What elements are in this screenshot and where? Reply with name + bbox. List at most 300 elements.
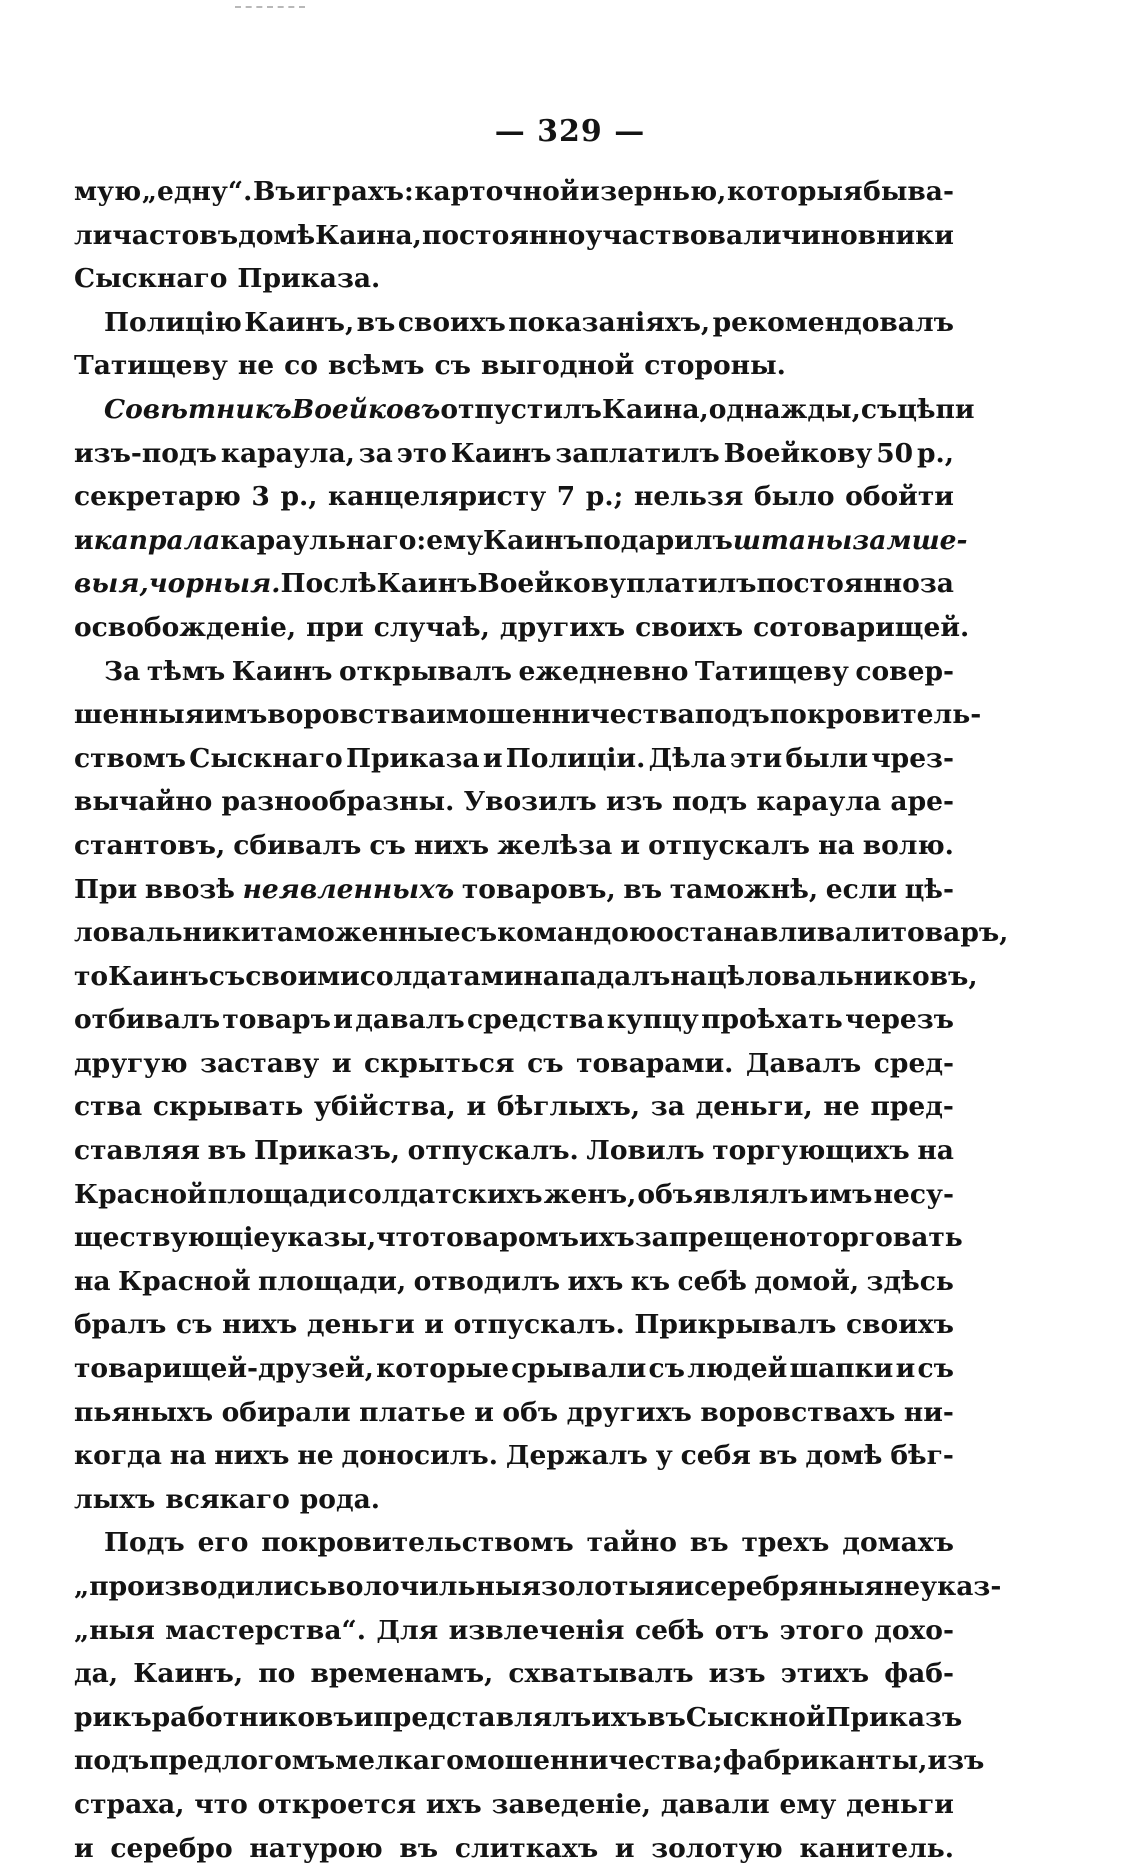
word: замше- bbox=[852, 524, 968, 556]
word: подарилъ bbox=[583, 524, 733, 556]
word: объявлялъ bbox=[637, 1178, 809, 1210]
word: товаровъ, bbox=[461, 873, 616, 905]
word: этого bbox=[779, 1614, 864, 1646]
word: и bbox=[353, 1701, 374, 1733]
word: лыхъ bbox=[74, 1483, 156, 1515]
text-line bbox=[74, 1827, 954, 1870]
word: людей bbox=[687, 1353, 788, 1385]
word: Сыскной bbox=[685, 1701, 826, 1733]
word: и bbox=[333, 1004, 353, 1036]
word: штаны bbox=[732, 524, 853, 556]
word: и bbox=[426, 699, 446, 731]
word: отпустилъ bbox=[440, 393, 602, 425]
word: домѣ bbox=[805, 1440, 883, 1472]
word: товарищей-друзей, bbox=[74, 1353, 374, 1385]
word: натурою bbox=[249, 1832, 383, 1864]
word: деньги bbox=[306, 1309, 415, 1341]
word: имъ bbox=[204, 699, 268, 731]
word: въ bbox=[623, 873, 663, 905]
word: деньги, bbox=[695, 1091, 813, 1123]
word: ли bbox=[74, 219, 113, 251]
word: всякаго bbox=[165, 1483, 290, 1515]
word: другихъ bbox=[566, 1396, 692, 1428]
word: волю. bbox=[862, 829, 954, 861]
word: и bbox=[482, 742, 503, 774]
text-line bbox=[74, 1303, 954, 1347]
word: солдатскихъ bbox=[347, 1178, 543, 1210]
word: стороны. bbox=[644, 350, 786, 382]
word: караульнаго: bbox=[220, 524, 427, 556]
word: нихъ bbox=[222, 1309, 298, 1341]
word: выя, bbox=[74, 568, 149, 600]
word: командою bbox=[497, 917, 656, 949]
word: у bbox=[655, 1440, 673, 1472]
word: Полицію bbox=[104, 306, 242, 338]
word: мошенничества bbox=[445, 699, 695, 731]
word: схватывалъ bbox=[508, 1658, 694, 1690]
text-line bbox=[74, 1609, 954, 1653]
word: При bbox=[74, 873, 138, 905]
word: нападалъ bbox=[523, 960, 671, 992]
text-line bbox=[74, 737, 954, 781]
word: совер- bbox=[855, 655, 954, 687]
word: ставляя bbox=[74, 1135, 200, 1167]
text-line bbox=[74, 606, 970, 650]
word: къ bbox=[630, 1265, 671, 1297]
word: Татищеву bbox=[694, 655, 849, 687]
text-line bbox=[74, 1042, 954, 1086]
word: отводилъ bbox=[413, 1265, 561, 1297]
word: Прикрывалъ bbox=[634, 1309, 837, 1341]
word: ихъ bbox=[567, 1265, 624, 1297]
word: обирали bbox=[221, 1396, 351, 1428]
word: сбивалъ bbox=[233, 829, 362, 861]
text-line bbox=[74, 1783, 954, 1827]
word: Ловилъ bbox=[586, 1135, 705, 1167]
word: которые bbox=[376, 1353, 509, 1385]
word: слиткахъ bbox=[454, 1832, 599, 1864]
word: по bbox=[258, 1658, 296, 1690]
word: отъ bbox=[714, 1614, 770, 1646]
word: Воейковъ bbox=[291, 393, 441, 425]
word: Сыскнаго bbox=[189, 742, 343, 774]
word: тѣмъ bbox=[146, 655, 226, 687]
word: страха, bbox=[74, 1788, 185, 1820]
text-line bbox=[74, 1216, 963, 1260]
word: разнообразны. bbox=[221, 786, 455, 818]
word: скрыться bbox=[364, 1047, 515, 1079]
text-line bbox=[74, 1173, 954, 1217]
word: заплатилъ bbox=[555, 437, 720, 469]
word: бралъ bbox=[74, 1309, 167, 1341]
word: ловальники bbox=[74, 917, 261, 949]
word: мастерства“. bbox=[165, 1614, 366, 1646]
word: 7 bbox=[556, 481, 576, 513]
word: убійства, bbox=[314, 1091, 456, 1123]
word: площади bbox=[207, 1178, 347, 1210]
word: „производились bbox=[74, 1571, 328, 1602]
word: пред- bbox=[870, 1091, 954, 1123]
word: если bbox=[825, 873, 898, 905]
word: не bbox=[237, 350, 275, 382]
word: сотоварищей. bbox=[753, 611, 970, 643]
text-line bbox=[74, 650, 954, 694]
word: нихъ bbox=[413, 829, 490, 861]
word: ихъ bbox=[591, 1701, 648, 1733]
text-line bbox=[74, 1696, 963, 1740]
word: быва- bbox=[863, 176, 954, 207]
text-line bbox=[74, 214, 954, 258]
word: на bbox=[670, 960, 707, 992]
word: цѣпи bbox=[897, 393, 975, 425]
word: выгодной bbox=[480, 350, 635, 382]
word: и bbox=[580, 176, 600, 207]
word: Для bbox=[376, 1614, 439, 1646]
word: Держалъ bbox=[505, 1440, 648, 1472]
word: таможенные bbox=[260, 917, 461, 949]
word: золотыя bbox=[541, 1571, 675, 1602]
body-text bbox=[74, 170, 1009, 1870]
word: Каина, bbox=[315, 219, 422, 251]
word: постоянно bbox=[421, 219, 586, 251]
word: неуказ- bbox=[883, 1571, 1002, 1602]
word: Дѣла bbox=[648, 742, 727, 774]
word: чиновники bbox=[781, 219, 954, 251]
word: платилъ bbox=[626, 568, 757, 600]
text-line bbox=[74, 1391, 954, 1435]
word: дохо- bbox=[874, 1614, 954, 1646]
word: что bbox=[376, 1222, 430, 1254]
word: эти bbox=[729, 742, 783, 774]
word: изъ bbox=[708, 1658, 766, 1690]
word: караула bbox=[756, 786, 882, 818]
text-line bbox=[74, 1260, 954, 1304]
word: давалъ bbox=[355, 1004, 465, 1036]
word: заставу bbox=[200, 1047, 320, 1079]
word: сред- bbox=[873, 1047, 954, 1079]
word: пьяныхъ bbox=[74, 1396, 214, 1428]
word: нихъ bbox=[214, 1440, 290, 1472]
word: торговать bbox=[806, 1222, 963, 1254]
word: однажды, bbox=[708, 393, 861, 425]
word: Приказа bbox=[345, 742, 480, 774]
word: въ bbox=[758, 1440, 798, 1472]
word: другую bbox=[74, 1047, 188, 1079]
word: Каинъ bbox=[376, 568, 478, 600]
word: Послѣ bbox=[280, 568, 377, 600]
word: воровства bbox=[267, 699, 427, 731]
text-line bbox=[74, 1565, 1002, 1609]
word: часто bbox=[112, 219, 200, 251]
word: его bbox=[197, 1527, 249, 1559]
word: съ bbox=[208, 960, 246, 992]
word: Совѣтникъ bbox=[104, 393, 292, 425]
text-line bbox=[74, 1478, 954, 1522]
word: ихъ bbox=[425, 1788, 482, 1820]
word: цѣ- bbox=[904, 873, 954, 905]
word: бѣг- bbox=[890, 1440, 954, 1472]
word: себѣ bbox=[677, 1265, 747, 1297]
text-line bbox=[74, 475, 954, 519]
word: останавливали bbox=[655, 917, 891, 949]
word: р., bbox=[916, 437, 954, 469]
text-line bbox=[74, 301, 954, 345]
word: что bbox=[194, 1788, 248, 1820]
word: торгующихъ bbox=[712, 1135, 910, 1167]
word: въ bbox=[689, 1527, 729, 1559]
word: канцеляристу bbox=[328, 481, 547, 513]
word: изъ bbox=[605, 786, 663, 818]
word: отпускалъ. bbox=[453, 1309, 625, 1341]
word: Каинъ, bbox=[133, 1658, 244, 1690]
word: то bbox=[74, 960, 109, 992]
word: зернью, bbox=[600, 176, 727, 207]
word: фабриканты, bbox=[722, 1745, 928, 1777]
word: при bbox=[306, 611, 364, 643]
word: шенныя bbox=[74, 699, 205, 731]
word: чрез- bbox=[871, 742, 954, 774]
word: на bbox=[169, 1440, 207, 1472]
word: ему bbox=[426, 524, 484, 556]
word: которыя bbox=[726, 176, 863, 207]
word: за bbox=[358, 437, 393, 469]
word: откроется bbox=[257, 1788, 417, 1820]
word: случаѣ, bbox=[373, 611, 490, 643]
text-line bbox=[74, 388, 975, 432]
word: Каинъ bbox=[108, 960, 209, 992]
word: временамъ, bbox=[310, 1658, 494, 1690]
word: рода. bbox=[299, 1483, 381, 1515]
page-number: — 329 — bbox=[494, 114, 646, 149]
word: ствомъ bbox=[74, 742, 186, 774]
word: на bbox=[818, 829, 855, 861]
text-line bbox=[74, 432, 954, 476]
word: и bbox=[331, 1047, 352, 1079]
word: трехъ bbox=[741, 1527, 830, 1559]
word: изъ-подъ bbox=[74, 437, 217, 469]
word: бѣглыхъ, bbox=[496, 1091, 641, 1123]
word: р., bbox=[280, 481, 318, 513]
print-smudge bbox=[235, 6, 305, 12]
word: волочильныя bbox=[327, 1571, 541, 1602]
word: и bbox=[674, 1571, 695, 1602]
word: Полиціи. bbox=[505, 742, 646, 774]
word: изъ bbox=[927, 1745, 985, 1777]
word: Татищеву bbox=[74, 350, 228, 382]
word: предлогомъ bbox=[149, 1745, 336, 1777]
word: другихъ bbox=[499, 611, 626, 643]
text-line bbox=[74, 1434, 954, 1478]
word: открывалъ bbox=[339, 655, 512, 687]
word: этихъ bbox=[780, 1658, 870, 1690]
word: съ bbox=[648, 1353, 686, 1385]
word: чорныя. bbox=[148, 568, 281, 600]
word: домахъ bbox=[842, 1527, 954, 1559]
text-line bbox=[74, 824, 954, 868]
word: здѣсь bbox=[866, 1265, 954, 1297]
word: въ bbox=[399, 1832, 439, 1864]
word: были bbox=[785, 742, 868, 774]
word: тайно bbox=[586, 1527, 677, 1559]
word: Въ bbox=[252, 176, 296, 207]
word: вычайно bbox=[74, 786, 213, 818]
word: серебряныя bbox=[694, 1571, 884, 1602]
word: съ bbox=[369, 829, 406, 861]
word: Каинъ bbox=[450, 437, 552, 469]
word: съ bbox=[460, 917, 498, 949]
word: ему bbox=[779, 1788, 837, 1820]
word: имъ bbox=[809, 1178, 873, 1210]
word: представлялъ bbox=[373, 1701, 592, 1733]
word: солдатами bbox=[359, 960, 524, 992]
text-line bbox=[74, 1521, 954, 1565]
text-line bbox=[74, 693, 982, 737]
word: Сыскнаго bbox=[74, 263, 228, 295]
word: освобожденіе, bbox=[74, 611, 297, 643]
word: участвовали bbox=[585, 219, 782, 251]
word: и bbox=[74, 524, 94, 556]
word: таможнѣ, bbox=[669, 873, 819, 905]
word: товаръ bbox=[222, 1004, 331, 1036]
text-line bbox=[74, 955, 978, 999]
word: цѣловальниковъ, bbox=[706, 960, 978, 992]
word: и bbox=[424, 1309, 444, 1341]
word: отпускалъ. bbox=[407, 1135, 579, 1167]
word: объ bbox=[502, 1396, 559, 1428]
word: покровительствомъ bbox=[261, 1527, 574, 1559]
word: съ bbox=[434, 350, 471, 382]
word: рикъ bbox=[74, 1701, 152, 1733]
word: подъ bbox=[74, 1745, 150, 1777]
word: на bbox=[917, 1135, 954, 1167]
word: постоянно bbox=[756, 568, 920, 600]
word: Каинъ bbox=[231, 655, 333, 687]
text-line bbox=[74, 1739, 985, 1783]
word: 3 bbox=[251, 481, 270, 513]
word: мелкаго bbox=[335, 1745, 464, 1777]
word: скрывать bbox=[152, 1091, 304, 1123]
word: средства bbox=[467, 1004, 605, 1036]
word: капрала bbox=[93, 524, 221, 556]
word: караула, bbox=[220, 437, 355, 469]
text-line bbox=[74, 998, 954, 1042]
word: не bbox=[823, 1091, 860, 1123]
text-line bbox=[74, 344, 954, 388]
word: указы, bbox=[270, 1222, 377, 1254]
word: отбивалъ bbox=[74, 1004, 221, 1036]
word: за bbox=[919, 568, 954, 600]
word: въ bbox=[647, 1701, 686, 1733]
word: платье bbox=[359, 1396, 466, 1428]
word: съ bbox=[527, 1047, 564, 1079]
word: срывали bbox=[511, 1353, 647, 1385]
word: ни- bbox=[903, 1396, 954, 1428]
word: женъ, bbox=[543, 1178, 637, 1210]
word: доносилъ. bbox=[341, 1440, 498, 1472]
word: „ныя bbox=[74, 1614, 155, 1646]
word: ввозѣ bbox=[144, 873, 235, 905]
word: за bbox=[650, 1091, 685, 1123]
word: своими bbox=[245, 960, 360, 992]
word: всѣмъ bbox=[327, 350, 425, 382]
word: ежедневно bbox=[518, 655, 689, 687]
word: Воейкову bbox=[477, 568, 627, 600]
word: себѣ bbox=[634, 1614, 705, 1646]
word: съ bbox=[176, 1309, 213, 1341]
word: товаромъ bbox=[429, 1222, 579, 1254]
text-line bbox=[74, 1085, 954, 1129]
word: давали bbox=[660, 1788, 770, 1820]
word: было bbox=[753, 481, 835, 513]
word: Воейкову bbox=[723, 437, 873, 469]
word: ществующіе bbox=[74, 1222, 271, 1254]
word: когда bbox=[74, 1440, 162, 1472]
word: и bbox=[614, 1832, 635, 1864]
word: покровитель- bbox=[769, 699, 982, 731]
word: нельзя bbox=[633, 481, 744, 513]
word: показаніяхъ, bbox=[508, 306, 711, 338]
text-line bbox=[74, 170, 954, 214]
word: и bbox=[895, 1353, 916, 1385]
text-line bbox=[74, 257, 954, 301]
word: своихъ bbox=[845, 1309, 954, 1341]
word: Подъ bbox=[104, 1527, 185, 1559]
word: въ bbox=[199, 219, 239, 251]
word: и bbox=[466, 1091, 487, 1123]
word: заведеніе, bbox=[491, 1788, 651, 1820]
word: фаб- bbox=[884, 1658, 954, 1690]
word: За bbox=[104, 655, 141, 687]
text-line bbox=[74, 780, 954, 824]
word: домой, bbox=[754, 1265, 860, 1297]
word: неявленныхъ bbox=[242, 873, 455, 905]
word: мую bbox=[74, 176, 142, 207]
word: купцу bbox=[606, 1004, 699, 1036]
word: своихъ bbox=[635, 611, 744, 643]
word: шапки bbox=[789, 1353, 894, 1385]
text-line bbox=[74, 911, 1009, 955]
word: воровствахъ bbox=[700, 1396, 896, 1428]
word: ства bbox=[74, 1091, 143, 1123]
word: 50 bbox=[876, 437, 914, 469]
word: р.; bbox=[585, 481, 624, 513]
word: Приказа. bbox=[237, 263, 381, 295]
word: и bbox=[474, 1396, 494, 1428]
word: секретарю bbox=[74, 481, 241, 513]
word: съ bbox=[860, 393, 898, 425]
word: себя bbox=[680, 1440, 751, 1472]
word: обойти bbox=[845, 481, 954, 513]
word: Каинъ, bbox=[244, 306, 355, 338]
word: съ bbox=[917, 1353, 954, 1385]
word: Давалъ bbox=[745, 1047, 862, 1079]
word: Каина, bbox=[602, 393, 709, 425]
word: проѣхать bbox=[701, 1004, 843, 1036]
word: Увозилъ bbox=[463, 786, 597, 818]
text-line bbox=[74, 562, 954, 606]
word: своихъ bbox=[397, 306, 506, 338]
word: работниковъ bbox=[151, 1701, 354, 1733]
word: отпускалъ bbox=[648, 829, 810, 861]
text-line bbox=[74, 1129, 954, 1173]
text-line bbox=[74, 868, 954, 912]
word: играхъ: bbox=[296, 176, 414, 207]
word: несу- bbox=[873, 1178, 954, 1210]
word: серебро bbox=[110, 1832, 233, 1864]
word: да, bbox=[74, 1658, 119, 1690]
word: стантовъ, bbox=[74, 829, 226, 861]
word: деньги bbox=[846, 1788, 954, 1820]
